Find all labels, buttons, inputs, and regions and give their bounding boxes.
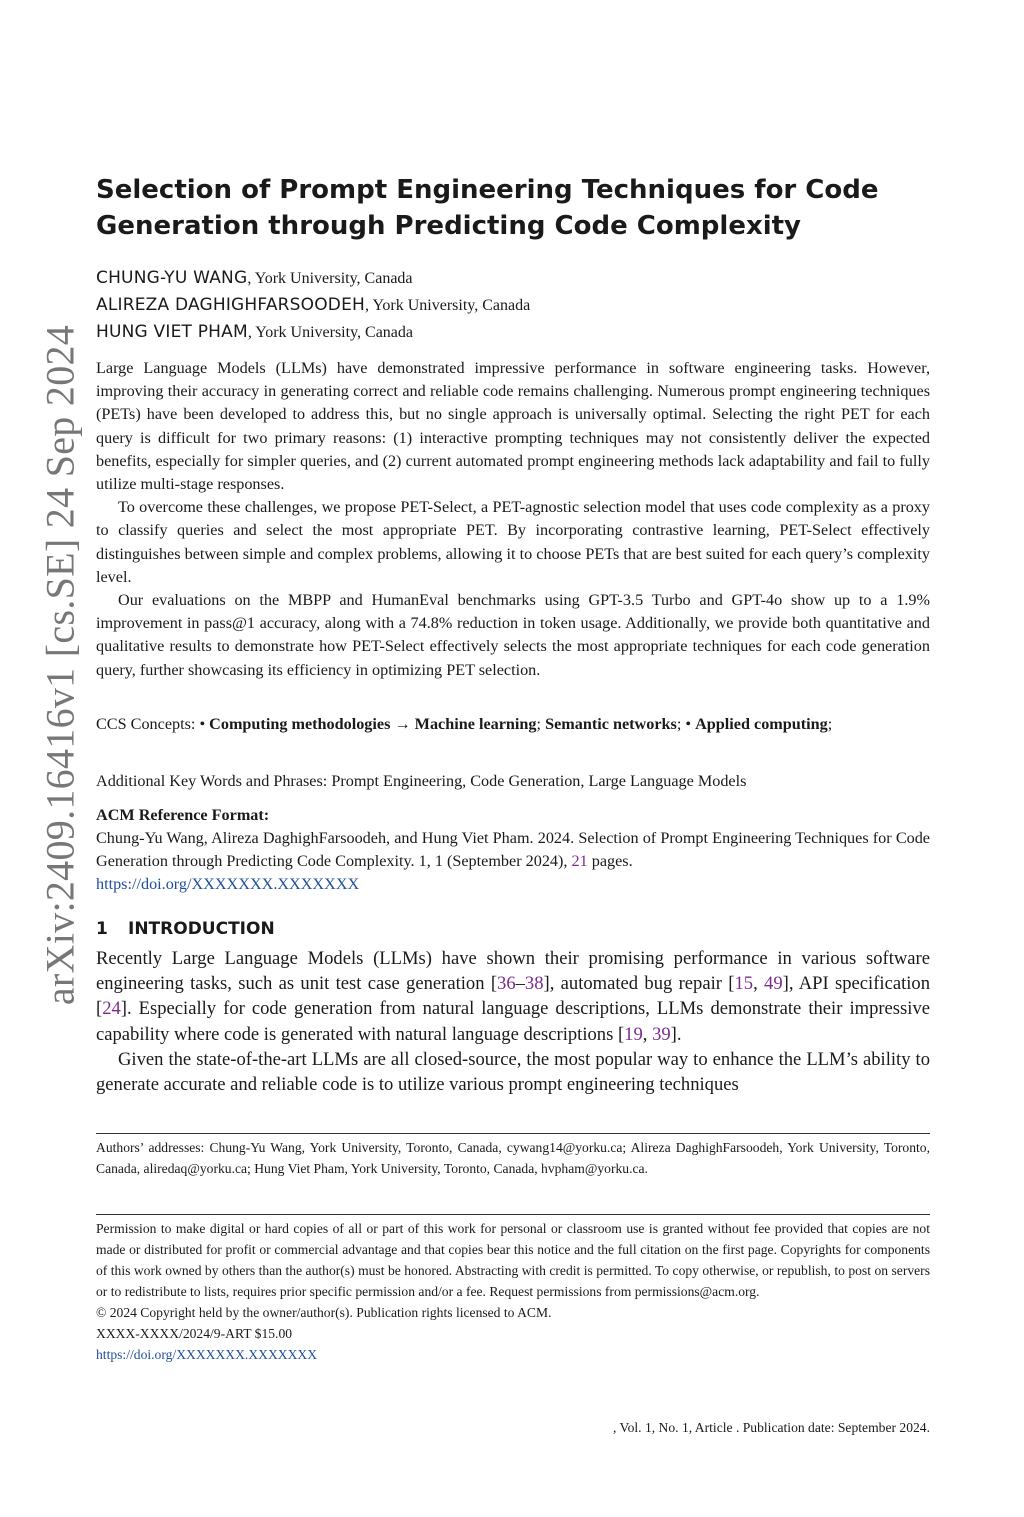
ccs-term: Machine learning bbox=[414, 715, 537, 733]
page-count-link[interactable]: 21 bbox=[571, 852, 588, 870]
paper-title: Selection of Prompt Engineering Techniques for Code Generation through Predicting Code Complexity bbox=[96, 175, 879, 241]
citation-link[interactable]: 38 bbox=[524, 973, 544, 995]
keywords: Additional Key Words and Phrases: Prompt Engineering, Code Generation, Large Language Models bbox=[96, 772, 747, 790]
author-name: HUNG VIET PHAM bbox=[96, 322, 248, 342]
intro-text: ], API specification [ bbox=[96, 973, 931, 1020]
author-affiliation: , York University, Canada bbox=[247, 270, 413, 287]
authors-addresses: Authors’ addresses: Chung-Yu Wang, York University, Toronto, Canada, cywang14@yorku.ca; Alireza DaghighFarsoodeh, York University, Toronto, Canada, aliredaq@yorku.ca; Hung Viet Pham, York University, Toronto, Canada, hvpham@yorku.ca. bbox=[96, 1140, 930, 1176]
author-name: CHUNG-YU WANG bbox=[96, 268, 248, 288]
section-heading bbox=[96, 917, 275, 941]
issn-line: XXXX-XXXX/2024/9-ART $15.00 bbox=[96, 1326, 293, 1341]
intro-text: ]. Especially for code generation from natural language descriptions, LLMs demonstrate their impressive capability where code is generated with natural language descriptions [ bbox=[96, 998, 930, 1045]
acm-reference-label: ACM Reference Format: bbox=[96, 806, 270, 824]
abstract bbox=[96, 357, 930, 682]
author-list bbox=[96, 265, 930, 346]
intro-paragraph bbox=[96, 946, 930, 1047]
abstract-paragraph: Large Language Models (LLMs) have demonstrated impressive performance in software engineering tasks. However, improving their accuracy in generating correct and reliable code remains challenging. Numerous prompt engineering techniques (PETs) have been developed to address this, but no single approach is universally optimal. Selecting the right PET for each query is difficult for two primary reasons: (1) interactive prompting techniques may not consistently deliver the expected benefits, especially for simpler queries, and (2) current automated prompt engineering methods lack adaptability and fail to fully utilize multi-stage responses. bbox=[96, 359, 930, 494]
ccs-term: Computing methodologies bbox=[209, 715, 391, 733]
section-title: INTRODUCTION bbox=[128, 919, 275, 939]
author-entry bbox=[96, 319, 930, 346]
intro-text: , bbox=[642, 1023, 653, 1045]
citation-link[interactable]: 15 bbox=[734, 973, 754, 995]
permission-notice bbox=[96, 1218, 930, 1365]
abstract-paragraph: Our evaluations on the MBPP and HumanEval benchmarks using GPT-3.5 Turbo and GPT-4o show up to a 1.9% improvement in pass@1 accuracy, along with a 74.8% reduction in token usage. Additionally, we provide both quantitative and qualitative results to demonstrate how PET-Select effectively selects the most appropriate techniques for each code generation query, further showcasing its efficiency in optimizing PET selection. bbox=[96, 591, 930, 679]
permission-divider bbox=[96, 1214, 930, 1215]
citation-link[interactable]: 39 bbox=[652, 1023, 671, 1045]
abstract-paragraph: To overcome these challenges, we propose PET-Select, a PET-agnostic selection model that uses code complexity as a proxy to classify queries and select the most appropriate PET. By incorporating contrastive learning, PET-Select effectively distinguishes between simple and complex problems, allowing it to choose PETs that are best suited for each query’s complexity level. bbox=[96, 498, 930, 586]
ccs-concepts bbox=[96, 713, 930, 736]
footer-doi-link[interactable]: https://doi.org/XXXXXXX.XXXXXXX bbox=[96, 1347, 318, 1362]
citation-link[interactable]: 19 bbox=[624, 1023, 643, 1045]
citation-link[interactable]: 49 bbox=[764, 973, 783, 995]
permission-text: Permission to make digital or hard copies of all or part of this work for personal or classroom use is granted without fee provided that copies are not made or distributed for profit or commercial advantage and that copies bear this notice and the full citation on the first page. Copyrights for components of this work owned by others than the author(s) must be honored. Abstracting with credit is permitted. To copy otherwise, or republish, to post on servers or to redistribute to lists, requires prior specific permission and/or a fee. Request permissions from permissions@acm.org. bbox=[96, 1221, 930, 1299]
doi-link[interactable]: https://doi.org/XXXXXXX.XXXXXXX bbox=[96, 875, 360, 893]
intro-paragraph: Given the state-of-the-art LLMs are all closed-source, the most popular way to enhance the LLM’s ability to generate accurate and reliable code is to utilize various prompt engineering techniques bbox=[96, 1048, 930, 1096]
ccs-separator: ; bbox=[676, 715, 686, 733]
introduction-body bbox=[96, 946, 930, 1097]
ccs-term: Applied computing bbox=[695, 715, 828, 733]
ccs-separator: ; bbox=[536, 715, 546, 733]
ccs-end: ; bbox=[827, 715, 833, 733]
copyright-line: © 2024 Copyright held by the owner/author(s). Publication rights licensed to ACM. bbox=[96, 1305, 552, 1320]
ccs-bullet: • bbox=[685, 715, 696, 733]
author-affiliation: , York University, Canada bbox=[247, 324, 413, 341]
section-number: 1 bbox=[96, 919, 108, 939]
arxiv-identifier: arXiv:2409.16416v1 [cs.SE] 24 Sep 2024 bbox=[37, 324, 83, 1006]
acm-reference-text bbox=[96, 827, 930, 896]
page-footer: , Vol. 1, No. 1, Article . Publication date: September 2024. bbox=[612, 1420, 930, 1435]
footnote-divider bbox=[96, 1133, 930, 1134]
ccs-arrow: → bbox=[390, 715, 415, 733]
acm-reference-format bbox=[96, 804, 930, 896]
ccs-label: CCS Concepts: bbox=[96, 715, 200, 733]
ccs-bullet: • bbox=[199, 715, 210, 733]
intro-text: ], automated bug repair [ bbox=[543, 973, 735, 995]
intro-text: Recently Large Language Models (LLMs) have shown their promising performance in various software engineering tasks, such as unit test case generation [ bbox=[96, 948, 930, 995]
intro-text: – bbox=[515, 973, 525, 995]
intro-text: ]. bbox=[670, 1023, 682, 1045]
citation-link[interactable]: 36 bbox=[497, 973, 516, 995]
author-affiliation: , York University, Canada bbox=[365, 297, 531, 314]
acm-reference-pages-suffix: pages. bbox=[587, 852, 633, 870]
ccs-term: Semantic networks bbox=[545, 715, 677, 733]
author-name: ALIREZA DAGHIGHFARSOODEH bbox=[96, 295, 366, 315]
intro-text: , bbox=[753, 973, 765, 995]
author-entry bbox=[96, 265, 930, 292]
author-entry bbox=[96, 292, 930, 319]
acm-reference-citation: Chung-Yu Wang, Alireza DaghighFarsoodeh, and Hung Viet Pham. 2024. Selection of Prompt Engineering Techniques for Code Generation through Predicting Code Complexity. 1, 1 (September 2024), bbox=[96, 829, 930, 870]
citation-link[interactable]: 24 bbox=[102, 998, 121, 1020]
